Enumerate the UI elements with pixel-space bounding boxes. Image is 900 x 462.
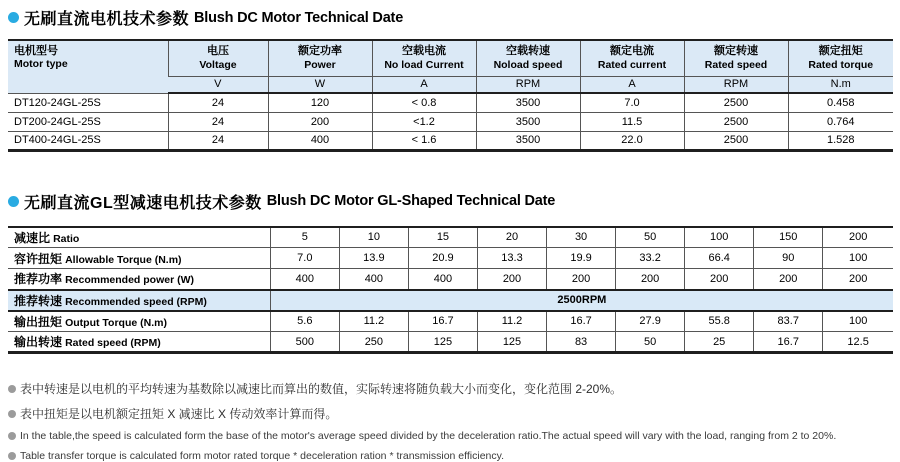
- value-cell: 120: [268, 93, 372, 112]
- header-zh: 电机型号: [14, 45, 58, 57]
- value-cell: 55.8: [685, 311, 754, 332]
- row-label-en: Ratio: [53, 232, 80, 245]
- value-cell: 0.458: [788, 93, 893, 112]
- model-cell: DT200-24GL-25S: [8, 112, 168, 131]
- header-en: Power: [304, 58, 336, 71]
- row-label: [8, 290, 270, 311]
- value-cell: 125: [408, 332, 477, 353]
- unit-cell: A: [580, 76, 684, 93]
- row-label: [8, 332, 270, 353]
- header-zh: 额定功率: [298, 45, 342, 58]
- footnote-text: 表中转速是以电机的平均转速为基数除以减速比而算出的数值，实际转速将随负载大小而变化，变化范围 2-20%。: [20, 382, 623, 396]
- footnote: [8, 405, 893, 422]
- value-cell: 1.528: [788, 131, 893, 150]
- value-cell: 200: [477, 269, 546, 290]
- value-cell: 10: [339, 227, 408, 248]
- header-zh: 空载转速: [506, 45, 550, 58]
- value-cell: 2500: [684, 131, 788, 150]
- table-row: [8, 112, 893, 131]
- value-cell: 90: [754, 248, 823, 269]
- value-cell: 22.0: [580, 131, 684, 150]
- value-cell: 19.9: [547, 248, 616, 269]
- row-label-zh: 输出扭矩: [14, 314, 63, 329]
- section2-title-zh: 无刷直流GL型减速电机技术参数: [24, 194, 262, 212]
- value-cell: 83: [547, 332, 616, 353]
- section1-title-zh: 无刷直流电机技术参数: [24, 11, 190, 28]
- value-cell: 16.7: [754, 332, 823, 353]
- row-label-en: Rated speed (RPM): [65, 337, 161, 349]
- value-cell: 11.2: [339, 311, 408, 332]
- value-cell: 200: [547, 269, 616, 290]
- gear-motor-spec-table: [8, 226, 893, 355]
- unit-cell: N.m: [788, 76, 893, 93]
- value-cell: 11.2: [477, 311, 546, 332]
- value-cell: 30: [547, 227, 616, 248]
- value-cell: 250: [339, 332, 408, 353]
- value-cell: 200: [754, 269, 823, 290]
- footnotes: [8, 380, 893, 462]
- column-header-motor-type: [8, 40, 168, 93]
- section1-title: [8, 6, 893, 29]
- note-bullet-icon: [8, 385, 16, 393]
- column-header-power: [268, 40, 372, 76]
- value-cell: 200: [823, 269, 893, 290]
- value-cell: 11.5: [580, 112, 684, 131]
- value-cell: 200: [616, 269, 685, 290]
- value-cell: 200: [268, 112, 372, 131]
- value-cell: 16.7: [547, 311, 616, 332]
- value-cell: 400: [408, 269, 477, 290]
- section-bullet-icon: [8, 12, 19, 23]
- value-cell: 16.7: [408, 311, 477, 332]
- value-cell: <1.2: [372, 112, 476, 131]
- value-cell: 2500: [684, 112, 788, 131]
- value-cell: 3500: [476, 93, 580, 112]
- value-cell: 50: [616, 332, 685, 353]
- value-cell: 0.764: [788, 112, 893, 131]
- value-cell: 150: [754, 227, 823, 248]
- value-cell: 27.9: [616, 311, 685, 332]
- value-cell: 200: [685, 269, 754, 290]
- value-cell: 13.9: [339, 248, 408, 269]
- value-cell: 12.5: [823, 332, 893, 353]
- value-cell: 25: [685, 332, 754, 353]
- header-en: Motor type: [14, 58, 68, 71]
- header-zh: 额定扭矩: [818, 45, 863, 58]
- table1-header-row: [8, 40, 893, 76]
- value-cell: 100: [685, 227, 754, 248]
- row-label: [8, 227, 270, 248]
- column-header-rated-speed: [684, 40, 788, 76]
- unit-cell: RPM: [684, 76, 788, 93]
- motor-spec-table: [8, 39, 893, 152]
- header-en: No load Current: [384, 58, 464, 71]
- value-cell: < 0.8: [372, 93, 476, 112]
- table-row: [8, 131, 893, 150]
- unit-cell: RPM: [476, 76, 580, 93]
- row-label: [8, 248, 270, 269]
- section2-title: [8, 190, 893, 213]
- table-row: [8, 93, 893, 112]
- value-cell: 66.4: [685, 248, 754, 269]
- section1-title-en: Blush DC Motor Technical Date: [194, 9, 404, 26]
- row-label-zh: 减速比: [14, 230, 51, 245]
- value-cell: 33.2: [616, 248, 685, 269]
- table-row-ratio: [8, 227, 893, 248]
- value-cell: 500: [270, 332, 339, 353]
- value-cell: 24: [168, 131, 268, 150]
- header-en: Rated speed: [704, 58, 768, 71]
- table-row-recommended-power: [8, 269, 893, 290]
- model-cell: DT400-24GL-25S: [14, 134, 101, 146]
- footnote: [8, 380, 893, 397]
- unit-cell: V: [168, 76, 268, 93]
- note-bullet-icon: [8, 432, 16, 440]
- note-bullet-icon: [8, 452, 16, 460]
- column-header-rated-torque: [788, 40, 893, 76]
- header-zh: 额定电流: [610, 45, 654, 58]
- value-cell: 13.3: [477, 248, 546, 269]
- value-cell: 20: [477, 227, 546, 248]
- value-cell: 24: [168, 93, 268, 112]
- row-label-en: Recommended power (W): [65, 274, 195, 287]
- footnote: [8, 450, 893, 462]
- row-label-en: Output Torque (N.m): [65, 316, 167, 329]
- value-cell: 83.7: [754, 311, 823, 332]
- value-cell: 400: [339, 269, 408, 290]
- column-header-noload-current: [372, 40, 476, 76]
- value-cell: 24: [168, 112, 268, 131]
- footnote-text: 表中扭矩是以电机额定扭矩 X 减速比 X 传动效率计算而得。: [20, 407, 338, 421]
- value-cell: 50: [616, 227, 685, 248]
- value-cell: 200: [823, 227, 893, 248]
- header-zh: 额定转速: [714, 45, 758, 58]
- merged-value-cell: 2500RPM: [270, 290, 893, 311]
- value-cell: 7.0: [270, 248, 339, 269]
- header-zh: 空载电流: [402, 45, 446, 58]
- header-en: Rated torque: [808, 58, 874, 71]
- row-label: [8, 311, 270, 332]
- table-row-allowable-torque: [8, 248, 893, 269]
- footnote-text: Table transfer torque is calculated form motor rated torque * deceleration ration * transmission efficiency.: [20, 450, 505, 462]
- table-row-rated-speed: [8, 332, 893, 353]
- value-cell: 400: [268, 131, 372, 150]
- column-header-rated-current: [580, 40, 684, 76]
- section2-title-en: Blush DC Motor GL-Shaped Technical Date: [266, 193, 556, 209]
- section-bullet-icon: [8, 196, 19, 207]
- column-header-noload-speed: [476, 40, 580, 76]
- value-cell: 3500: [476, 112, 580, 131]
- header-en: Rated current: [597, 58, 667, 71]
- value-cell: 100: [823, 248, 893, 269]
- unit-cell: A: [372, 76, 476, 93]
- value-cell: 125: [477, 332, 546, 353]
- column-header-voltage: [168, 40, 268, 76]
- value-cell: 3500: [476, 131, 580, 150]
- note-bullet-icon: [8, 410, 16, 418]
- value-cell: 20.9: [408, 248, 477, 269]
- row-label-zh: 推荐转速: [14, 293, 63, 308]
- row-label-en: Allowable Torque (N.m): [65, 253, 182, 266]
- header-en: Noload speed: [493, 58, 563, 71]
- footnote-text: In the table,the speed is calculated form the base of the motor's average speed divided by the deceleration ratio.The actual speed will vary with the load, ranging from 2 to 20%.: [20, 430, 837, 442]
- value-cell: 2500: [684, 93, 788, 112]
- value-cell: 7.0: [580, 93, 684, 112]
- value-cell: 15: [408, 227, 477, 248]
- value-cell: 5.6: [270, 311, 339, 332]
- value-cell: 100: [823, 311, 893, 332]
- table-row-output-torque: [8, 311, 893, 332]
- row-label-zh: 推荐功率: [14, 272, 63, 287]
- header-zh: 电压: [207, 45, 229, 58]
- row-label: [8, 269, 270, 290]
- model-cell: DT120-24GL-25S: [8, 93, 168, 112]
- footnote: [8, 430, 893, 442]
- row-label-en: Recommended speed (RPM): [65, 295, 207, 308]
- row-label-zh: 输出转速: [14, 335, 63, 349]
- unit-cell: W: [268, 76, 372, 93]
- value-cell: < 1.6: [372, 131, 476, 150]
- table-row-recommended-speed: [8, 290, 893, 311]
- value-cell: 5: [270, 227, 339, 248]
- row-label-zh: 容许扭矩: [14, 251, 63, 266]
- header-en: Voltage: [199, 58, 237, 71]
- value-cell: 400: [270, 269, 339, 290]
